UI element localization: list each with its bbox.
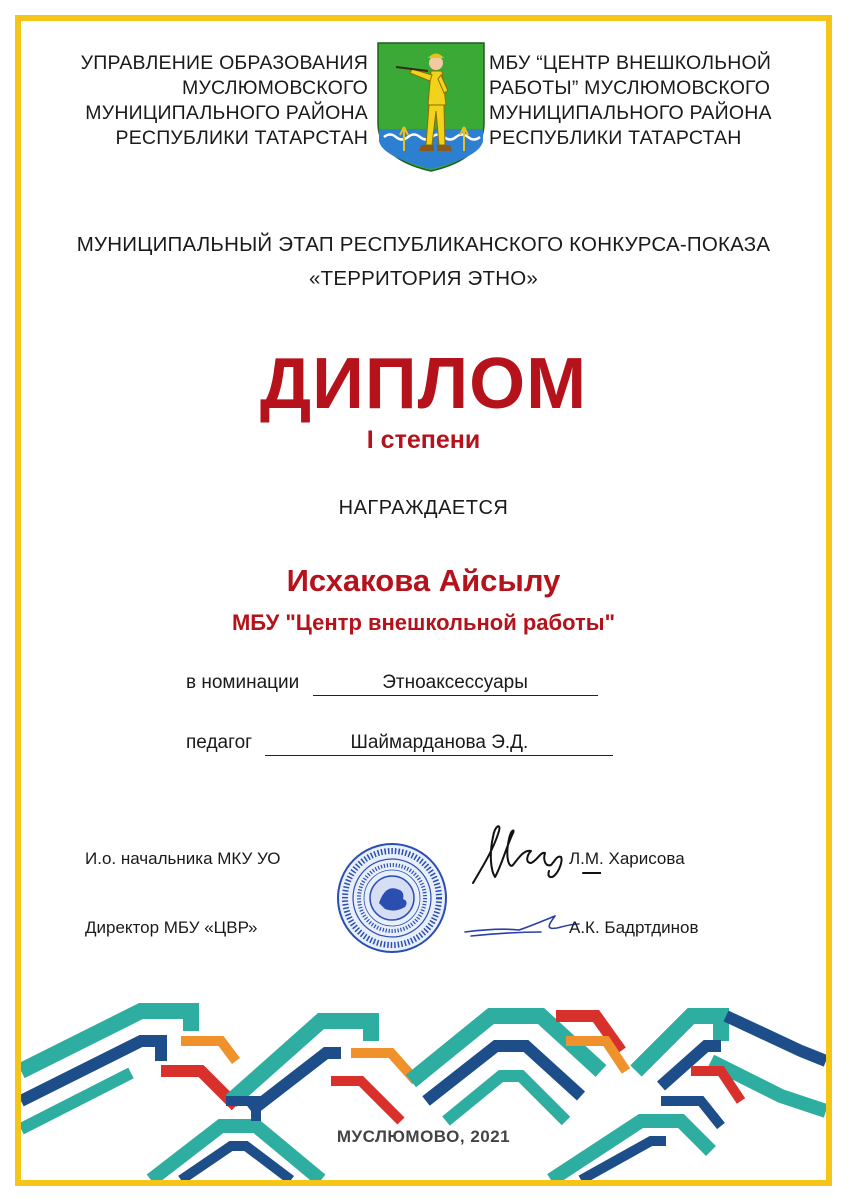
- issuer-left: [63, 51, 368, 151]
- teacher-label: педагог: [186, 732, 253, 753]
- signatory-name-1: Л.М. Харисова: [569, 849, 685, 868]
- issuer-right-line: МБУ “ЦЕНТР ВНЕШКОЛЬНОЙ: [489, 52, 772, 74]
- signatory-name-2: А.К. Бадртдинов: [569, 918, 699, 937]
- nomination-row: [186, 672, 598, 696]
- nomination-value: Этноаксессуары: [313, 672, 598, 696]
- ornament-chevron-1: [21, 1011, 236, 1129]
- round-seal-icon: [335, 841, 449, 955]
- nomination-label: в номинации: [186, 672, 300, 693]
- issuer-right: [489, 51, 799, 151]
- signatory-title-1: И.о. начальника МКУ УО: [85, 849, 281, 868]
- issuer-left-line: РЕСПУБЛИКИ ТАТАРСТАН: [115, 127, 368, 149]
- muslyumovo-coat-of-arms-icon: [376, 41, 486, 173]
- teacher-row: [186, 732, 613, 756]
- event-title: [21, 228, 826, 296]
- recipient-organization: МБУ "Центр внешкольной работы": [231, 610, 615, 635]
- awarded-label: НАГРАЖДАЕТСЯ: [338, 497, 509, 519]
- ornament-chevron-3: [411, 1016, 626, 1121]
- signature-2: [461, 906, 581, 946]
- issuer-left-line: МУНИЦИПАЛЬНОГО РАЙОНА: [85, 102, 368, 124]
- teacher-value: Шаймарданова Э.Д.: [265, 732, 613, 756]
- issuer-right-line: РАБОТЫ” МУСЛЮМОВСКОГО: [489, 77, 771, 99]
- ethnic-ornament: [21, 961, 826, 1180]
- diploma-title: ДИПЛОМ: [259, 344, 588, 424]
- issuer-right-line: РЕСПУБЛИКИ ТАТАРСТАН: [489, 127, 742, 149]
- event-title-line2: «ТЕРРИТОРИЯ ЭТНО»: [309, 267, 538, 290]
- diploma-degree: I степени: [366, 426, 481, 454]
- diploma-frame: [15, 15, 832, 1186]
- place-year: МУСЛЮМОВО, 2021: [336, 1127, 511, 1146]
- issuer-left-line: МУСЛЮМОВСКОГО: [182, 77, 368, 99]
- event-title-line1: МУНИЦИПАЛЬНЫЙ ЭТАП РЕСПУБЛИКАНСКОГО КОНКУРСА-ПОКАЗА: [76, 233, 771, 256]
- signatory-title-2: Директор МБУ «ЦВР»: [85, 918, 258, 937]
- issuer-right-line: МУНИЦИПАЛЬНОГО РАЙОНА: [489, 102, 772, 124]
- recipient-name: Исхакова Айсылу: [286, 563, 561, 598]
- issuer-left-line: УПРАВЛЕНИЕ ОБРАЗОВАНИЯ: [80, 52, 368, 74]
